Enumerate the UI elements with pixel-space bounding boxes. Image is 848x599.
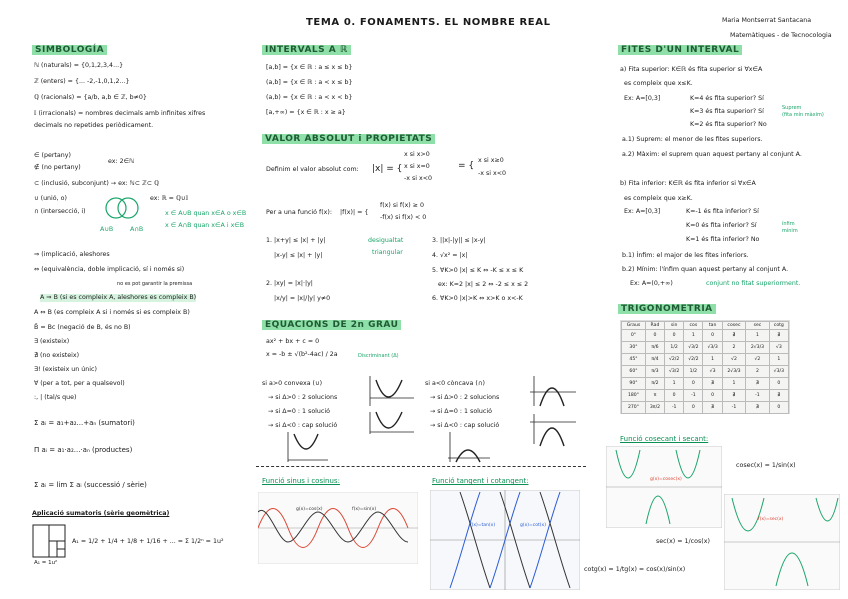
abs-prop-5: 5. ∀K>0 |x| ≤ K ⇔ -K ≤ x ≤ K [432, 267, 524, 274]
sym-equivalencia: ⇔ (equivalència, doble implicació, sí i només si) [34, 266, 185, 273]
fita-inf-km1: K=-1 és fita inferior? Sí [686, 208, 759, 215]
venn-inter-label: A∩B [130, 226, 144, 233]
sym-pertany: ∈ (pertany) [34, 152, 71, 159]
trig-cell: 1 [722, 378, 745, 390]
abs-prop-2a: 2. |xy| = |x|·|y| [266, 280, 313, 287]
trig-cell: 45° [622, 354, 646, 366]
fita-inf-def: b) Fita inferior: K∈ℝ és fita inferior si ∀x∈A [620, 180, 756, 187]
sym-implicacio: ⇒ (implicació, aleshores [34, 251, 110, 258]
trig-cell: √3/3 [769, 366, 788, 378]
trig-cell: 0 [645, 330, 664, 342]
trig-cell: √2 [746, 354, 769, 366]
trig-heading: TRIGONOMETRIA [618, 304, 716, 314]
trig-header-cell: cotg [769, 322, 788, 330]
sym-successio: Σ aᵢ = lim Σ aᵢ (successió / sèrie) [34, 481, 147, 489]
suprem-note: Suprem [782, 105, 802, 111]
sym-naturals: ℕ (naturals) = {0,1,2,3,4...} [34, 62, 124, 69]
trig-row [622, 402, 789, 414]
trig-header-cell: sin [664, 322, 683, 330]
abs-prop-2b: |x/y| = |x|/|y| y≠0 [274, 295, 331, 302]
sym-unio: ∪ (unió, o) [34, 195, 67, 202]
sec-graph [724, 494, 840, 590]
interval-infinite: [a,+∞) = {x ∈ ℝ : x ≥ a} [266, 109, 346, 116]
abs-prop-1a: 1. |x+y| ≤ |x| + |y| [266, 237, 326, 244]
geometric-square-diagram [32, 524, 66, 558]
trig-table-grid [621, 321, 789, 414]
parabola-no-roots-sketch [284, 430, 330, 464]
sym-unio-def: x ∈ A∪B quan x∈A o x∈B [165, 210, 247, 217]
fita-inf-k0: K=0 és fita inferior? Sí [686, 222, 757, 229]
trig-cell: ∄ [746, 402, 769, 414]
eq-concave-case-3: → si Δ<0 : cap solució [430, 422, 500, 429]
eq-convex-case-2: → si Δ=0 : 1 solució [268, 408, 330, 415]
venn-union-label: A∪B [100, 226, 114, 233]
sec-label: f(x)=sec(x) [758, 517, 784, 522]
trig-cell: √3/3 [703, 342, 722, 354]
sym-no-existeix: ∄ (no existeix) [34, 352, 80, 359]
minim-note: mínim [782, 228, 798, 234]
sym-tal-que: :, | (tal/s que) [34, 394, 77, 401]
trig-cell: 2 [746, 366, 769, 378]
trig-cell: 0 [703, 390, 722, 402]
sym-inter-def: x ∈ A∩B quan x∈A i x∈B [165, 222, 245, 229]
abs-triangular-label-1: desigualtat [368, 237, 404, 244]
minim-def: b.2) Mínim: l'ínfim quan aquest pertany al conjunt A. [622, 266, 789, 273]
suprem-def: a.1) Suprem: el menor de les fites superiors. [622, 136, 763, 143]
sin-label: f(x)=sin(x) [352, 507, 377, 512]
trig-cell: 1 [684, 330, 703, 342]
trig-cell: √3/2 [684, 342, 703, 354]
intervals-heading: INTERVALS A ℝ [262, 45, 351, 55]
abs-triangular-label-2: triangular [372, 249, 403, 256]
eq-concave: si a<0 còncava (∩) [425, 380, 485, 387]
fita-inf-def-2: es compleix que x≥K. [624, 195, 693, 202]
eq-convex-case-3: → si Δ<0 : cap solució [268, 422, 338, 429]
abs-def-case-1: x si x>0 [404, 151, 430, 158]
trig-cell: 1 [703, 354, 722, 366]
trig-header-cell: tan [703, 322, 722, 330]
fites-heading: FITES D'UN INTERVAL [618, 45, 742, 55]
cot-label: g(x)=cot(x) [520, 523, 546, 528]
trig-header-cell: Rad [645, 322, 664, 330]
interval-half-open: (a,b] = {x ∈ ℝ : a < x ≤ b} [266, 79, 353, 86]
trig-cell: 2√3/3 [746, 342, 769, 354]
sym-sumatori: Σ aᵢ = a₁+a₂...+aₙ (sumatori) [34, 419, 135, 427]
parabola-convex-sketches [366, 374, 418, 462]
abs-def-case-5: -x si x<0 [478, 170, 507, 177]
trig-cell: ∄ [769, 330, 788, 342]
infim-note: ínfim [782, 221, 795, 227]
interval-closed: [a,b] = {x ∈ ℝ : a ≤ x ≤ b} [266, 64, 353, 71]
simbologia-heading: SIMBOLOGÍA [32, 45, 107, 55]
eq-general: ax² + bx + c = 0 [266, 338, 320, 345]
eq-discriminant-label: Discriminant (Δ) [358, 353, 399, 359]
cosec-formula: cosec(x) = 1/sin(x) [736, 462, 796, 469]
trig-row [622, 354, 789, 366]
cosec-heading: Funció cosecant i secant: [620, 435, 709, 443]
trig-cell: √2/2 [664, 354, 683, 366]
trig-cell: √2 [722, 354, 745, 366]
abs-prop-5-ex: ex: K=2 |x| ≤ 2 ⇔ -2 ≤ x ≤ 2 [438, 281, 529, 288]
trig-cell: -1 [722, 402, 745, 414]
sym-enters: ℤ (enters) = {... -2,-1,0,1,2...} [34, 78, 130, 85]
trig-cell: π/2 [645, 378, 664, 390]
fita-sup-k4: K=4 és fita superior? Sí [690, 95, 764, 102]
trig-header-cell: sec [746, 322, 769, 330]
trig-cell: 1 [746, 330, 769, 342]
abs-func-case-1: f(x) si f(x) ≥ 0 [380, 202, 425, 209]
trig-cell: π/4 [645, 354, 664, 366]
trig-cell: -1 [664, 402, 683, 414]
fita-sup-def: a) Fita superior: K∈ℝ és fita superior si ∀x∈A [620, 66, 763, 73]
sym-no-pertany: ∉ (no pertany) [34, 164, 81, 171]
subject-name: Matemàtiques - de Tecnocologia [730, 32, 832, 39]
trig-cell: 30° [622, 342, 646, 354]
cos-label: g(x)=cos(x) [296, 507, 323, 512]
cosec-graph [606, 446, 722, 528]
sym-negacio: B̄ = Bc (negació de B, és no B) [34, 324, 131, 331]
geometric-area-label: A₁ = 1u² [34, 560, 58, 566]
sym-per-a-tot: ∀ (per a tot, per a qualsevol) [34, 380, 125, 387]
sym-pertany-ex: ex: 2∈ℕ [108, 158, 135, 165]
trig-cell: 90° [622, 378, 646, 390]
venn-diagram [98, 194, 146, 230]
trig-cell: 0 [703, 330, 722, 342]
trig-cell: 1/2 [664, 342, 683, 354]
trig-cell: ∄ [746, 378, 769, 390]
trig-cell: 1 [664, 378, 683, 390]
trig-cell: 0 [664, 330, 683, 342]
sym-premissa-note: no es pot garantir la premissa [117, 281, 193, 287]
sym-inclusio: ⊂ (inclusió, subconjunt) → ex: ℕ⊂ ℤ⊂ ℚ [34, 180, 159, 187]
tan-label: f(x)=tan(x) [470, 523, 496, 528]
trig-cell: 1 [769, 354, 788, 366]
sym-unio-ex: ex: ℝ = ℚ∪𝕀 [150, 195, 188, 202]
sumatori-application-heading: Aplicació sumatoris (sèrie geomètrica) [32, 510, 170, 517]
trig-table [620, 320, 790, 414]
fita-inf-ex: Ex: A=[0,3] [624, 208, 661, 215]
sym-existeix: ∃ (existeix) [34, 338, 70, 345]
abs-func-case-2: -f(x) si f(x) < 0 [380, 214, 427, 221]
eq-concave-case-2: → si Δ=0 : 1 solució [430, 408, 492, 415]
maxim-def: a.2) Màxim: el suprem quan aquest pertany al conjunt A. [622, 151, 802, 158]
trig-cell: √3/2 [664, 366, 683, 378]
abs-prop-4: 4. √x² = |x| [432, 252, 468, 259]
abs-prop-6: 6. ∀K>0 |x|>K ⇔ x>K o x<-K [432, 295, 523, 302]
fita-sup-k3: K=3 és fita superior? Sí [690, 108, 764, 115]
tangent-cotangent-graph [430, 490, 580, 590]
cotg-formula: cotg(x) = 1/tg(x) = cos(x)/sin(x) [584, 566, 686, 573]
trig-row [622, 378, 789, 390]
trig-cell: ∄ [703, 378, 722, 390]
eq-convex-case-1: → si Δ>0 : 2 solucions [268, 394, 338, 401]
abs-def-case-4: x si x≥0 [478, 157, 504, 164]
trig-cell: 270° [622, 402, 646, 414]
trig-cell: 1/2 [684, 366, 703, 378]
cosec-label: g(x)=cosec(x) [650, 477, 682, 482]
suprem-note-2: (fita mín màxim) [782, 112, 824, 118]
trig-header-cell: Graus [622, 322, 646, 330]
trig-cell: 0 [684, 402, 703, 414]
valor-absolut-heading: VALOR ABSOLUT i PROPIETATS [262, 134, 435, 144]
infim-def: b.1) Ínfim: el major de les fites inferiors. [622, 252, 749, 259]
fita-sup-def-2: es compleix que x≤K. [624, 80, 693, 87]
trig-cell: 0 [769, 378, 788, 390]
trig-row [622, 366, 789, 378]
trig-cell: ∄ [703, 402, 722, 414]
abs-def-label: Definim el valor absolut com: [266, 166, 359, 173]
trig-header-cell: cos [684, 322, 703, 330]
trig-cell: √3 [769, 342, 788, 354]
sinus-cosinus-graph [258, 492, 418, 564]
abs-def-case-3: -x si x<0 [404, 175, 433, 182]
abs-def-case-2: x si x=0 [404, 163, 430, 170]
fita-inf-k1: K=1 és fita inferior? No [686, 236, 760, 243]
fita-sup-k2: K=2 és fita superior? No [690, 121, 767, 128]
parabola-concave-noroots-sketch [446, 430, 492, 464]
abs-prop-3: 3. ||x|-|y|| ≤ |x-y| [432, 237, 486, 244]
trig-cell: 0° [622, 330, 646, 342]
trig-row [622, 330, 789, 342]
trig-cell: 0 [664, 390, 683, 402]
trig-cell: ∄ [722, 390, 745, 402]
tangent-heading: Funció tangent i cotangent: [432, 477, 529, 485]
sym-interseccio: ∩ (intersecció, i) [34, 208, 86, 215]
trig-cell: π/3 [645, 366, 664, 378]
sym-equivalencia-ex: A ⇔ B (es compleix A si i només si es compleix B) [34, 309, 190, 316]
eq-formula: x = -b ± √(b²-4ac) / 2a [266, 351, 338, 358]
sym-irracionals-2: decimals no repetides periòdicament. [34, 122, 154, 129]
trig-cell: 0 [684, 378, 703, 390]
trig-cell: 2 [722, 342, 745, 354]
page-title: TEMA 0. FONAMENTS. EL NOMBRE REAL [306, 17, 551, 28]
trig-cell: π/6 [645, 342, 664, 354]
eq-concave-case-1: → si Δ>0 : 2 solucions [430, 394, 500, 401]
trig-cell: π [645, 390, 664, 402]
trig-cell: √3 [703, 366, 722, 378]
sym-irracionals: 𝕀 (irracionals) = nombres decimals amb infinites xifres [34, 110, 206, 117]
fita-nofitat-note: conjunt no fitat superiorment. [706, 280, 801, 287]
abs-func-label: Per a una funció f(x): [266, 209, 332, 216]
trig-cell: 180° [622, 390, 646, 402]
trig-row [622, 390, 789, 402]
fita-nofitat-ex: Ex: A=(0,+∞) [630, 280, 673, 287]
fita-sup-ex: Ex: A=[0,3] [624, 95, 661, 102]
author-name: Maria Montserrat Santacana [722, 17, 812, 24]
trig-cell: 3π/2 [645, 402, 664, 414]
trig-cell: 0 [769, 402, 788, 414]
sym-implicacio-ex: A ⇒ B (si es compleix A, aleshores es compleix B) [40, 294, 197, 301]
interval-open: (a,b) = {x ∈ ℝ : a < x < b} [266, 94, 353, 101]
trig-cell: 2√3/3 [722, 366, 745, 378]
equacions-heading: EQUACIONS DE 2n GRAU [262, 320, 401, 330]
trig-cell: -1 [684, 390, 703, 402]
sinus-heading: Funció sinus i cosinus: [262, 477, 340, 485]
trig-cell: ∄ [722, 330, 745, 342]
trig-cell: √2/2 [684, 354, 703, 366]
trig-header-cell: cosec [722, 322, 745, 330]
sym-racionals: ℚ (racionals) = {a/b, a,b ∈ ℤ, b≠0} [34, 94, 147, 101]
sym-productes: Π aᵢ = a₁·a₂...·aₙ (productes) [34, 446, 133, 454]
abs-prop-1b: |x-y| ≤ |x| + |y| [274, 252, 323, 259]
trig-cell: ∄ [769, 390, 788, 402]
sec-formula: sec(x) = 1/cos(x) [656, 538, 710, 545]
parabola-concave-sketches [528, 374, 580, 462]
trig-row [622, 342, 789, 354]
trig-cell: -1 [746, 390, 769, 402]
eq-convex: si a>0 convexa (∪) [262, 380, 323, 387]
geometric-series: A₁ = 1/2 + 1/4 + 1/8 + 1/16 + ... = Σ 1/2ⁿ = 1u² [72, 538, 224, 545]
sym-existeix-unic: ∃! (existeix un únic) [34, 366, 97, 373]
trig-cell: 60° [622, 366, 646, 378]
